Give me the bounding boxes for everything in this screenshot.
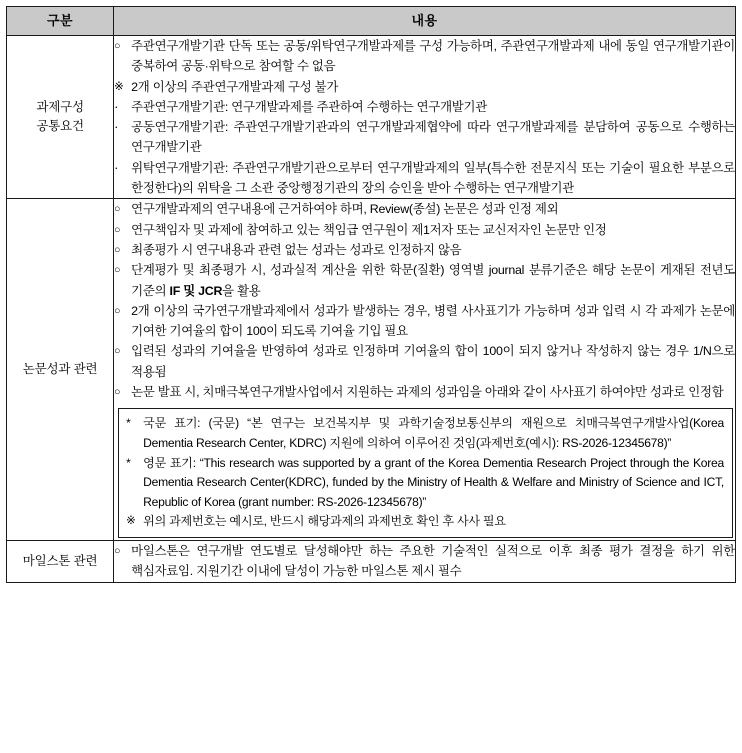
bullet-asterisk-icon: * [126, 416, 131, 431]
list-item [114, 541, 735, 582]
list-item-text: 공동연구개발기관: 주관연구개발기관과의 연구개발과제협약에 따라 연구개발과제를 분담하여 공동으로 수행하는 연구개발기관 [131, 120, 735, 155]
list-item-text: 주관연구개발기관 단독 또는 공동/위탁연구개발과제를 구성 가능하며, 주관연구개발과제 내에 동일 연구개발기관이 중복하여 공동·위탁으로 참여할 수 없음 [131, 39, 735, 74]
list-item-text: 입력된 성과의 기여율을 반영하여 성과로 인정하며 기여율의 합이 100이 되지 않거나 작성하지 않는 경우 1/N으로 적용됨 [131, 344, 735, 379]
row-label-line: 논문성과 관련 [22, 362, 98, 377]
list-item-text: 위탁연구개발기관: 주관연구개발기관으로부터 연구개발과제의 일부(특수한 전문지식 또는 기술이 필요한 부분으로 한정한다)의 위탁을 그 소관 중앙행정기관의 장의 승인을 받아 수행하는 연구개발기관 [131, 160, 735, 196]
list-item [114, 301, 735, 342]
row-label-line: 과제구성 [36, 100, 84, 115]
column-header-content: 내용 [114, 7, 736, 36]
bullet-dot-icon: · [114, 98, 119, 114]
list-item [114, 260, 735, 301]
list-item-text: 마일스톤은 연구개발 연도별로 달성해야만 하는 주요한 기술적인 실적으로 이후 최종 평가 결정을 하기 위한 핵심자료임. 지원기간 이내에 달성이 가능한 마일스톤 제시 필수 [131, 543, 735, 579]
list-item [114, 220, 735, 240]
bullet-circle-icon: ○ [114, 223, 121, 236]
list-item [126, 512, 724, 532]
list-item-text [131, 260, 735, 301]
bullet-circle-icon: ○ [114, 40, 121, 52]
list-item [114, 199, 735, 219]
bullet-circle-icon: ○ [114, 386, 121, 399]
bullet-circle-icon: ○ [114, 264, 121, 277]
table-header [7, 7, 736, 36]
list-item-text: 논문 발표 시, 치매극복연구개발사업에서 지원하는 과제의 성과임을 아래와 같이 사사표기 하여야만 성과로 인정함 [131, 385, 724, 400]
emphasis-journal-metrics: IF 및 JCR [169, 283, 223, 298]
list-item-text: 주관연구개발기관: 연구개발과제를 주관하여 수행하는 연구개발기관 [131, 99, 487, 114]
list-item [114, 382, 735, 402]
list-item-text: 연구개발과제의 연구내용에 근거하여야 하며, Review(종설) 논문은 성과 인정 제외 [131, 202, 559, 217]
list-item [114, 158, 735, 199]
row-label-line: 마일스톤 관련 [22, 553, 98, 568]
bullet-circle-icon: ○ [114, 304, 121, 317]
bullet-reference-mark-icon: ※ [114, 80, 124, 93]
row-content-task-composition [114, 36, 736, 199]
bullet-dot-icon: · [114, 119, 119, 135]
bullet-circle-icon: ○ [114, 544, 121, 557]
bullet-reference-mark-icon: ※ [126, 515, 136, 528]
list-item [114, 36, 735, 77]
requirements-table [6, 6, 736, 583]
list-item [114, 341, 735, 382]
list-item-text: 연구책임자 및 과제에 참여하고 있는 책임급 연구원이 제1저자 또는 교신저자인 논문만 인정 [131, 222, 607, 237]
list-item [126, 454, 724, 513]
row-label-task-composition [7, 36, 114, 199]
list-item-text: 국문 표기: (국문) “본 연구는 보건복지부 및 과학기술정보통신부의 재원으로 치매극복연구개발사업(Korea Dementia Research Center, KDRC) 지원에 의하여 이루어진 것임(과제번호(예시): RS-2026-12345678)” [143, 416, 724, 450]
row-label-milestone [7, 540, 114, 582]
list-item-text: 2개 이상의 국가연구개발과제에서 성과가 발생하는 경우, 병렬 사사표기가 가능하며 성과 입력 시 각 과제가 논문에 기여한 기여율의 합이 100이 되도록 기여율 기입 필요 [131, 303, 735, 339]
quote-item-list [126, 414, 724, 532]
item-list [114, 541, 735, 582]
bullet-circle-icon: ○ [114, 203, 121, 216]
table-row [7, 199, 736, 541]
row-content-paper-outcome [114, 199, 736, 541]
list-item [114, 240, 735, 260]
list-item-text: 2개 이상의 주관연구개발과제 구성 불가 [131, 79, 339, 94]
list-item [114, 77, 735, 97]
row-label-line: 공통요건 [36, 119, 84, 134]
list-item [126, 414, 724, 453]
text-segment: 단계평가 및 최종평가 시, 성과실적 계산을 위한 학문(질환) 영역별 journal 분류기준은 해당 논문이 게재된 전년도 기준의 [131, 263, 735, 298]
bullet-dot-icon: · [114, 159, 119, 175]
list-item-text: 최종평가 시 연구내용과 관련 없는 성과는 성과로 인정하지 않음 [131, 242, 462, 257]
table-row [7, 36, 736, 199]
row-label-paper-outcome [7, 199, 114, 541]
bullet-asterisk-icon: * [126, 455, 131, 470]
list-item-text: 영문 표기: “This research was supported by a grant of the Korea Dementia Research Project through the Korea Dementia Research Center(KDRC), funded by the Ministry of Health & Welfare and Ministry of Science and ICT, Republic of Korea (grant number: RS-2026-12345678)” [143, 455, 724, 509]
list-item [114, 117, 735, 158]
table-body [7, 36, 736, 583]
bullet-circle-icon: ○ [114, 243, 121, 256]
text-segment: 을 활용 [222, 283, 261, 298]
bullet-circle-icon: ○ [114, 345, 121, 358]
table-row [7, 540, 736, 582]
table-header-row [7, 7, 736, 36]
list-item-text: 위의 과제번호는 예시로, 반드시 해당과제의 과제번호 확인 후 사사 필요 [143, 514, 506, 529]
item-list [114, 36, 735, 198]
item-list [114, 199, 735, 402]
list-item [114, 97, 735, 117]
acknowledgement-quote-box [118, 408, 733, 538]
row-content-milestone [114, 540, 736, 582]
column-header-category: 구분 [7, 7, 114, 36]
